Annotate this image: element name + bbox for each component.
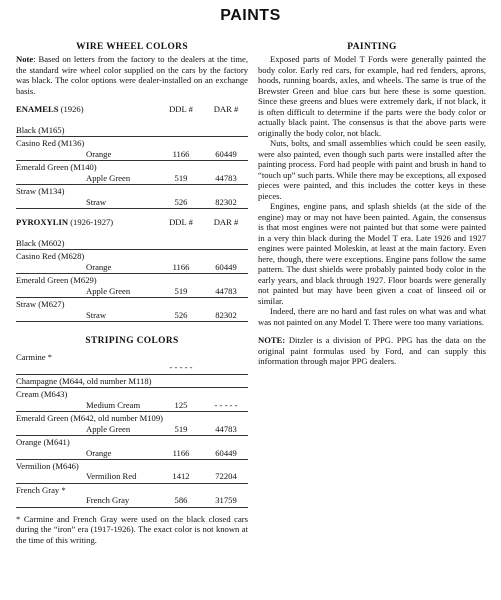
color-name: Emerald Green (M642, old number M109): [16, 413, 164, 424]
enamels-title: [16, 104, 158, 114]
ppg-note-label: NOTE:: [258, 335, 286, 346]
color-name: Straw (M134): [16, 186, 65, 197]
pyroxylin-years: (1926-1927): [68, 217, 114, 228]
dar-column-header: DAR #: [213, 217, 239, 228]
color-name: Black (M165): [16, 124, 65, 135]
striping-list: [16, 351, 248, 508]
color-entry: [16, 161, 248, 185]
dar-number: 31759: [215, 495, 237, 506]
color-name: Vermilion (M646): [16, 460, 79, 471]
equivalent-name: Straw: [86, 196, 107, 207]
color-entry: [16, 484, 248, 508]
pyroxylin-title: [16, 217, 158, 227]
ppg-note: [258, 335, 486, 366]
enamels-years: (1926): [58, 104, 84, 115]
page-title: PAINTS: [220, 7, 281, 24]
color-entry: [16, 185, 248, 209]
color-equivalent-row: [16, 400, 248, 410]
dar-number: 60449: [215, 261, 237, 272]
color-name: Casino Red (M136): [16, 138, 85, 149]
color-equivalent-row: [16, 286, 248, 296]
color-name: Orange (M641): [16, 437, 70, 448]
color-equivalent-row: [16, 173, 248, 183]
ddl-number: 125: [174, 399, 188, 410]
color-entry: [16, 124, 248, 137]
painting-paragraph: Exposed parts of Model T Fords were generally painted the body color. Early red cars, for example, had red fenders, aprons, hoods, running boards, axles, and wheels. The same is true of the Brewster Green and blue cars but here these is some question. Since these greens and blues were extremely dark, if not black, it is often difficult to determine if the parts were the body color or actually black paint. The consensus is that the above parts were originally the body color, not black.: [258, 54, 486, 138]
color-equivalent-row: [16, 495, 248, 505]
color-name: Cream (M643): [16, 389, 68, 400]
color-equivalent-row: [16, 448, 248, 458]
dar-number: 82302: [215, 196, 237, 207]
dar-column-header: DAR #: [213, 104, 239, 115]
pyroxylin-name: PYROXYLIN: [16, 217, 69, 228]
color-equivalent-row: [16, 471, 248, 481]
wire-wheel-note: [16, 54, 248, 96]
ddl-number: 586: [174, 495, 188, 506]
dar-number: 44783: [215, 423, 237, 434]
enamels-header: [16, 104, 248, 114]
color-entry: [16, 274, 248, 298]
dar-number: 60449: [215, 148, 237, 159]
color-entry: [16, 250, 248, 274]
pyroxylin-list: [16, 237, 248, 322]
equivalent-name: Apple Green: [86, 285, 131, 296]
ddl-number: 526: [174, 309, 188, 320]
color-equivalent-row: [16, 310, 248, 320]
color-equivalent-row: [16, 149, 248, 159]
color-entry: [16, 351, 248, 375]
color-entry: [16, 460, 248, 484]
color-name: Champagne (M644, old number M118): [16, 375, 152, 386]
color-equivalent-row: [16, 424, 248, 434]
color-name: Emerald Green (M629): [16, 275, 97, 286]
dar-number: 72204: [215, 471, 237, 482]
dar-number: 60449: [215, 447, 237, 458]
color-equivalent-row: [16, 262, 248, 272]
note-label: Note: [16, 54, 34, 65]
equivalent-name: Vermilion Red: [86, 471, 137, 482]
dar-number: 44783: [215, 285, 237, 296]
color-entry: [16, 237, 248, 250]
color-name: Casino Red (M628): [16, 251, 85, 262]
note-text: : Based on letters from the factory to the dealers at the time, the standard wire wheel color supplied on the cars by the factory was black. The color options were dealer-installed on an exchange basis.: [16, 54, 248, 96]
enamels-list: [16, 124, 248, 209]
striping-heading: STRIPING COLORS: [85, 336, 179, 347]
dar-number: - - - - -: [214, 399, 238, 410]
equivalent-name: Straw: [86, 309, 107, 320]
ppg-note-text: Ditzler is a division of PPG. PPG has the data on the original paint formulas used by Ford, and can supply this information through major PPG dealers.: [258, 335, 486, 367]
right-column: [258, 42, 486, 375]
color-equivalent-row: [16, 197, 248, 207]
ddl-number: 519: [174, 285, 188, 296]
ddl-number: 519: [174, 423, 188, 434]
equivalent-name: Apple Green: [86, 423, 131, 434]
color-name: Black (M602): [16, 237, 65, 248]
dar-number: 44783: [215, 172, 237, 183]
color-name: Carmine *: [16, 351, 53, 362]
striping-footnote: * Carmine and French Gray were used on the black closed cars during the “iron” era (1917-1926). The exact color is not known at the time of this writing.: [16, 513, 248, 545]
equivalent-name: Orange: [86, 261, 112, 272]
ddl-column-header: DDL #: [169, 104, 193, 115]
painting-paragraph: Indeed, there are no hard and fast rules on what was and what was not painted on any Model T. There were too many variations.: [258, 306, 486, 327]
color-entry: [16, 412, 248, 436]
ddl-number: 526: [174, 196, 188, 207]
painting-heading: PAINTING: [347, 42, 397, 52]
pyroxylin-header: [16, 217, 248, 227]
color-entry: [16, 436, 248, 460]
color-entry: [16, 388, 248, 412]
ddl-number: - - - - -: [169, 362, 193, 373]
color-entry: [16, 137, 248, 161]
ddl-number: 1166: [172, 447, 190, 458]
color-name: French Gray *: [16, 484, 66, 495]
left-column: [16, 42, 248, 554]
painting-paragraph: Nuts, bolts, and small assemblies which could be seen easily, were also painted, even though such parts were installed after the painting process. Ford had people with paint and brush in hand to “touch up” such parts. While there may be exceptions, all exposed pieces were painted, and this includes the cotter keys in these pieces.: [258, 138, 486, 201]
ddl-number: 1166: [172, 148, 190, 159]
equivalent-name: Apple Green: [86, 172, 131, 183]
dar-number: 82302: [215, 309, 237, 320]
ddl-column-header: DDL #: [169, 217, 193, 228]
equivalent-name: Orange: [86, 447, 112, 458]
equivalent-name: French Gray: [86, 495, 130, 506]
equivalent-name: Orange: [86, 148, 112, 159]
wire-wheel-heading: WIRE WHEEL COLORS: [76, 42, 188, 52]
color-entry: [16, 298, 248, 322]
ddl-number: 1412: [172, 471, 190, 482]
painting-paragraph: Engines, engine pans, and splash shields (at the side of the engine) may or may not have been painted. Again, the consensus is that most engines were not painted but that some were painted in a very thin black during the Model T era. Late 1926 and 1927 engines were painted Moleskin, at least at the main factory. Even here, though, there were exceptions. Engine pans follow the same pattern. The dust shields were probably painted body color in the early years, and black through 1927. Floor boards were generally not painted but may have been given a coat of linseed oil or similar.: [258, 201, 486, 306]
color-entry: [16, 375, 248, 388]
ddl-number: 1166: [172, 261, 190, 272]
equivalent-name: Medium Cream: [86, 399, 141, 410]
color-name: Emerald Green (M140): [16, 162, 97, 173]
enamels-name: ENAMELS: [16, 104, 59, 115]
color-equivalent-row: [16, 362, 248, 372]
ddl-number: 519: [174, 172, 188, 183]
color-name: Straw (M627): [16, 299, 65, 310]
